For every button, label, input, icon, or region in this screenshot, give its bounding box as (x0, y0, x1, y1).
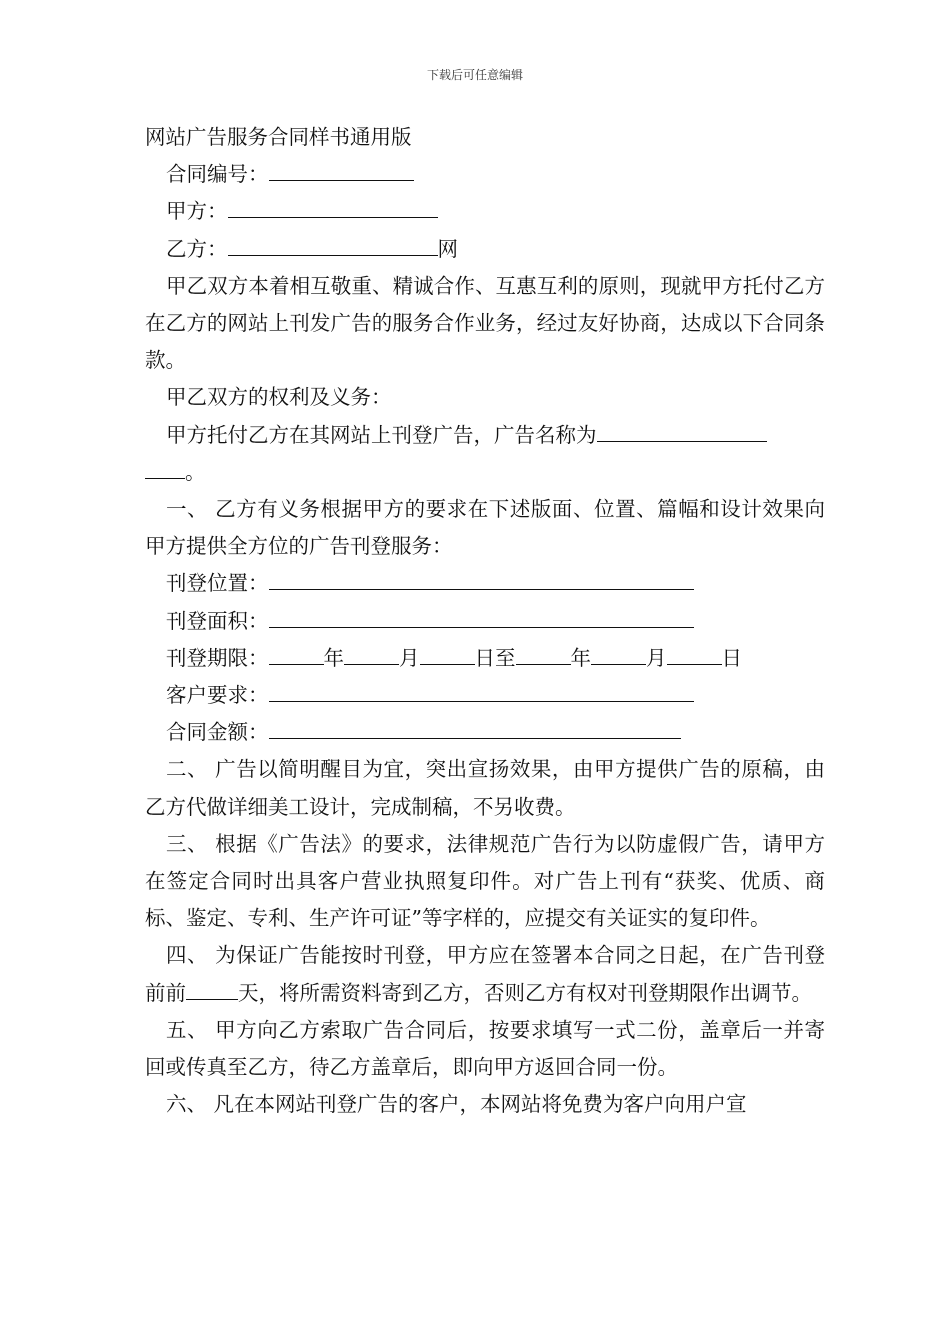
rights-heading: 甲乙双方的权利及义务： (166, 385, 392, 410)
area-blank (269, 609, 694, 628)
requirements-blank (269, 683, 694, 702)
ad-name-line-2 (145, 454, 825, 491)
period-label: 刊登期限： (166, 645, 269, 670)
clause-4-days-blank (186, 981, 238, 1000)
period-end-year-unit: 年 (570, 645, 591, 670)
ad-name-blank (597, 423, 767, 442)
party-a-blank (228, 199, 438, 218)
clause-4-part-b: 天，将所需资料寄到乙方，否则乙方有权对刊登期限作出调节。 (238, 980, 812, 1005)
amount-line (145, 714, 825, 751)
party-a-label: 甲方： (166, 199, 228, 224)
page-header-note: 下载后可任意编辑 (426, 68, 523, 82)
area-line (145, 603, 825, 640)
period-end-month-unit: 月 (646, 645, 667, 670)
party-b-suffix: 网 (437, 236, 458, 261)
contract-number-line (145, 156, 825, 193)
party-a-line (145, 193, 825, 230)
party-b-blank (228, 237, 438, 256)
period-end-year-blank (516, 646, 571, 665)
clause-4 (145, 937, 825, 1011)
position-label: 刊登位置： (166, 571, 269, 596)
intro-paragraph: 甲乙双方本着相互敬重、精诚合作、互惠互利的原则，现就甲方托付乙方在乙方的网站上刊发广告的服务合作业务，经过友好协商，达成以下合同条款。 (145, 273, 825, 373)
amount-label: 合同金额： (166, 720, 269, 745)
ad-name-blank-cont (145, 460, 185, 479)
period-month-unit: 月 (399, 645, 420, 670)
period-start-day-blank (420, 646, 475, 665)
clause-1: 一、 乙方有义务根据甲方的要求在下述版面、位置、篇幅和设计效果向甲方提供全方位的广告刊登服务： (145, 497, 825, 559)
position-line (145, 565, 825, 602)
document-title: 网站广告服务合同样书通用版 (145, 125, 412, 149)
ad-name-suffix: 。 (185, 459, 206, 484)
contract-number-blank (269, 162, 414, 181)
clause-6: 六、 凡在本网站刊登广告的客户，本网站将免费为客户向用户宣 (166, 1092, 747, 1117)
period-end-day-blank (667, 646, 722, 665)
party-b-line (145, 231, 825, 268)
ad-name-line (145, 417, 825, 454)
period-line (145, 640, 825, 677)
clause-2: 二、 广告以简明醒目为宜，突出宣扬效果，由甲方提供广告的原稿，由乙方代做详细美工设计，完成制稿，不另收费。 (145, 757, 825, 819)
requirements-label: 客户要求： (166, 683, 269, 708)
area-label: 刊登面积： (166, 608, 269, 633)
clause-3: 三、 根据《广告法》的要求，法律规范广告行为以防虚假广告，请甲方在签定合同时出具客户营业执照复印件。对广告上刊有“获奖、优质、商标、鉴定、专利、生产许可证”等字样的，应提交有关证实的复印件。 (145, 831, 825, 931)
ad-name-prefix: 甲方托付乙方在其网站上刊登广告，广告名称为 (166, 422, 597, 447)
position-blank (269, 571, 694, 590)
period-day-to: 日至 (474, 645, 516, 670)
period-end-day-unit: 日 (721, 645, 742, 670)
party-b-label: 乙方： (166, 236, 228, 261)
clause-5: 五、 甲方向乙方索取广告合同后，按要求填写一式二份，盖章后一并寄回或传真至乙方，待乙方盖章后，即向甲方返回合同一份。 (145, 1017, 825, 1080)
clause-4-part-a: 四、 为保证广告能按时刊登，甲方应在签署本合同之日起，在广告刊登前前 (145, 943, 825, 1005)
period-start-month-blank (344, 646, 399, 665)
period-end-month-blank (591, 646, 646, 665)
document-body (145, 119, 825, 1123)
amount-blank (269, 720, 681, 739)
contract-number-label: 合同编号： (166, 162, 269, 187)
period-start-year-blank (269, 646, 324, 665)
requirements-line (145, 677, 825, 714)
period-year-unit: 年 (323, 645, 344, 670)
